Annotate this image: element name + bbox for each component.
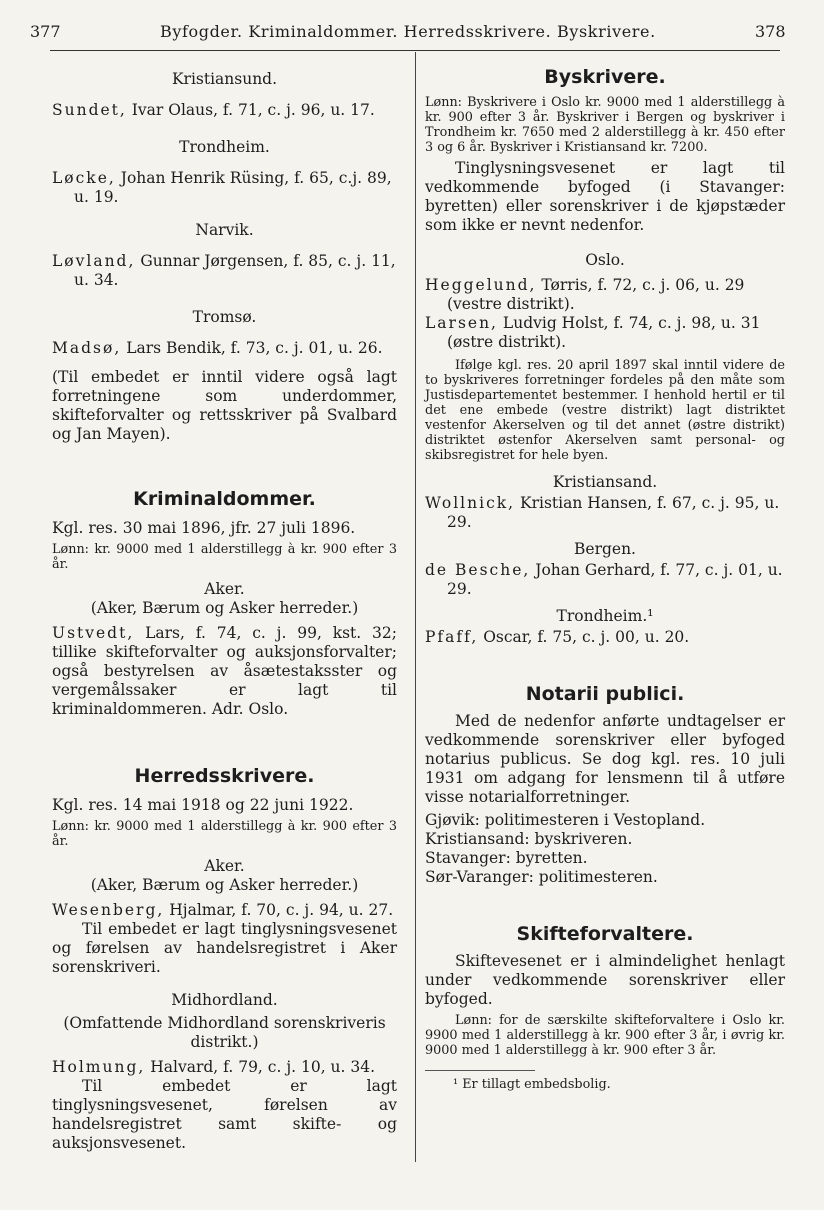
section-title-notarii: Notarii publici. <box>525 683 685 705</box>
holmung-note: Til embedet er lagt tinglysningsvesenet, førelsen av handelsregistret samt skifte- og auksjonsvesenet. <box>52 1077 397 1152</box>
skifte-salary: Lønn: for de særskilte skifteforvaltere i Oslo kr. 9900 med 1 alderstillegg à kr. 900 efter 3 år, i øvrig kr. 9000 med 1 alderstillegg à kr. 900 efter 3 år. <box>425 1013 785 1058</box>
name-sundet: Sundet, <box>52 101 127 119</box>
details-holmung: Halvard, f. 79, c. j. 10, u. 34. <box>150 1058 376 1076</box>
notarii-line-stavanger: Stavanger: byretten. <box>425 849 588 867</box>
name-wollnick: Wollnick, <box>425 494 516 512</box>
footnote: ¹ Er tillagt embedsbolig. <box>453 1077 611 1092</box>
entry-larsen <box>425 314 785 352</box>
details-madso: Lars Bendik, f. 73, c. j. 01, u. 26. <box>126 339 383 357</box>
heading-tromso: Tromsø. <box>192 308 257 326</box>
details-pfaff: Oscar, f. 75, c. j. 00, u. 20. <box>483 628 690 646</box>
kriminaldommer-salary: Lønn: kr. 9000 med 1 alderstillegg à kr. 900 efter 3 år. <box>52 542 397 572</box>
heading-krim-aker: Aker. <box>204 580 245 598</box>
details-locke: Johan Henrik Rüsing, f. 65, c.j. 89, u. 19. <box>74 169 392 206</box>
section-title-kriminaldommer: Kriminaldommer. <box>133 488 316 510</box>
name-lovland: Løvland, <box>52 252 136 270</box>
entry-holmung <box>52 1058 397 1077</box>
skifte-text: Skiftevesenet er i almindelighet henlagt under vedkommende sorenskriver eller byfoged. <box>425 952 785 1008</box>
details-sundet: Ivar Olaus, f. 71, c. j. 96, u. 17. <box>131 101 375 119</box>
name-larsen: Larsen, <box>425 314 498 332</box>
entry-wesenberg <box>52 901 397 920</box>
section-title-skifteforvaltere: Skifteforvaltere. <box>516 923 694 945</box>
entry-heggelund <box>425 276 785 314</box>
section-title-byskrivere: Byskrivere. <box>544 66 666 88</box>
heading-bergen: Bergen. <box>574 540 636 558</box>
header-rule <box>50 50 780 51</box>
page-number-right: 378 <box>755 22 786 41</box>
notarii-line-sor-varanger: Sør-Varanger: politimesteren. <box>425 868 658 886</box>
notarii-line-gjovik: Gjøvik: politimesteren i Vestopland. <box>425 811 706 829</box>
entry-pfaff <box>425 628 785 647</box>
heading-midhordland: Midhordland. <box>171 991 278 1009</box>
entry-debesche <box>425 561 785 599</box>
column-divider <box>415 52 416 1162</box>
subheading-midhordland: (Omfattende Midhordland sorenskriveris distrikt.) <box>63 1014 386 1051</box>
entry-locke <box>52 169 397 207</box>
entry-madso <box>52 339 397 358</box>
notarii-line-kristiansand: Kristiansand: byskriveren. <box>425 830 633 848</box>
details-ustvedt: Lars, f. 74, c. j. 99, kst. 32; tillike skifteforvalter og auksjonsforvalter; også bestyrelsen av åsætestaksster og vergemålssaker er lagt til kriminaldommeren. Adr. Oslo. <box>52 624 397 718</box>
name-heggelund: Heggelund, <box>425 276 537 294</box>
name-locke: Løcke, <box>52 169 116 187</box>
name-holmung: Holmung, <box>52 1058 146 1076</box>
details-lovland: Gunnar Jørgensen, f. 85, c. j. 11, u. 34. <box>74 252 396 289</box>
details-larsen: Ludvig Holst, f. 74, c. j. 98, u. 31 (østre distrikt). <box>447 314 761 351</box>
kriminaldommer-resolution: Kgl. res. 30 mai 1896, jfr. 27 juli 1896. <box>52 519 356 537</box>
page-number-left: 377 <box>30 22 61 41</box>
heading-trondheim: Trondheim. <box>179 138 270 156</box>
name-wesenberg: Wesenberg, <box>52 901 165 919</box>
name-pfaff: Pfaff, <box>425 628 479 646</box>
right-column <box>425 62 785 1092</box>
entry-sundet <box>52 101 397 120</box>
entry-wollnick <box>425 494 785 532</box>
name-ustvedt: Ustvedt, <box>52 624 135 642</box>
herredsskrivere-resolution: Kgl. res. 14 mai 1918 og 22 juni 1922. <box>52 796 354 814</box>
subheading-herred-aker: (Aker, Bærum og Asker herreder.) <box>90 876 359 894</box>
section-title-herredsskrivere: Herredsskrivere. <box>134 765 315 787</box>
left-column <box>52 62 397 1153</box>
details-debesche: Johan Gerhard, f. 77, c. j. 01, u. 29. <box>447 561 783 598</box>
subheading-krim-aker: (Aker, Bærum og Asker herreder.) <box>90 599 359 617</box>
heading-oslo: Oslo. <box>585 251 625 269</box>
wesenberg-note: Til embedet er lagt tinglysningsvesenet og førelsen av handelsregistret i Aker sorenskriveri. <box>52 920 397 976</box>
details-wesenberg: Hjalmar, f. 70, c. j. 94, u. 27. <box>169 901 394 919</box>
byskrivere-salary: Lønn: Byskrivere i Oslo kr. 9000 med 1 alderstillegg à kr. 900 efter 3 år. Byskriver i Bergen og byskriver i Trondheim kr. 7650 med 2 alderstillegg à kr. 450 efter 3 og 6 år. Byskriver i Kristiansand kr. 7200. <box>425 95 785 155</box>
tinglysning-note: Tinglysningsvesenet er lagt til vedkommende byfoged (i Stavanger: byretten) eller sorenskriver i de kjøpstæder som ikke er nevnt nedenfor. <box>425 159 785 234</box>
svalbard-note: (Til embedet er inntil videre også lagt forretningene som underdommer, skifteforvalter og rettsskriver på Svalbard og Jan Mayen). <box>52 368 397 443</box>
heading-narvik: Narvik. <box>195 221 254 239</box>
notarii-text: Med de nedenfor anførte undtagelser er vedkommende sorenskriver eller byfoged notarius publicus. Se dog kgl. res. 10 juli 1931 om adgang for lensmenn til å utføre visse notarialforretninger. <box>425 712 785 806</box>
footnote-rule <box>425 1070 535 1071</box>
name-debesche: de Besche, <box>425 561 531 579</box>
name-madso: Madsø, <box>52 339 122 357</box>
heading-herred-aker: Aker. <box>204 857 245 875</box>
details-heggelund: Tørris, f. 72, c. j. 06, u. 29 (vestre distrikt). <box>447 276 745 313</box>
page-header <box>0 22 824 46</box>
details-wollnick: Kristian Hansen, f. 67, c. j. 95, u. 29. <box>447 494 780 531</box>
running-title: Byfogder. Kriminaldommer. Herredsskrivere. Byskrivere. <box>160 22 656 41</box>
heading-kristiansund: Kristiansund. <box>171 70 278 88</box>
herredsskrivere-salary: Lønn: kr. 9000 med 1 alderstillegg à kr. 900 efter 3 år. <box>52 819 397 849</box>
entry-ustvedt <box>52 624 397 719</box>
oslo-note: Ifølge kgl. res. 20 april 1897 skal inntil videre de to byskriveres forretninger fordeles på den måte som Justisdepartementet bestemmer. I henhold hertil er til det ene embede (vestre distrikt) lagt distriktet vestenfor Akerselven og til det annet (østre distrikt) distriktet østenfor Akerselven samt personal- og skibsregistret for hele byen. <box>425 358 785 463</box>
entry-lovland <box>52 252 397 290</box>
heading-kristiansand: Kristiansand. <box>552 473 658 491</box>
heading-trondheim-right: Trondheim.¹ <box>556 607 654 625</box>
